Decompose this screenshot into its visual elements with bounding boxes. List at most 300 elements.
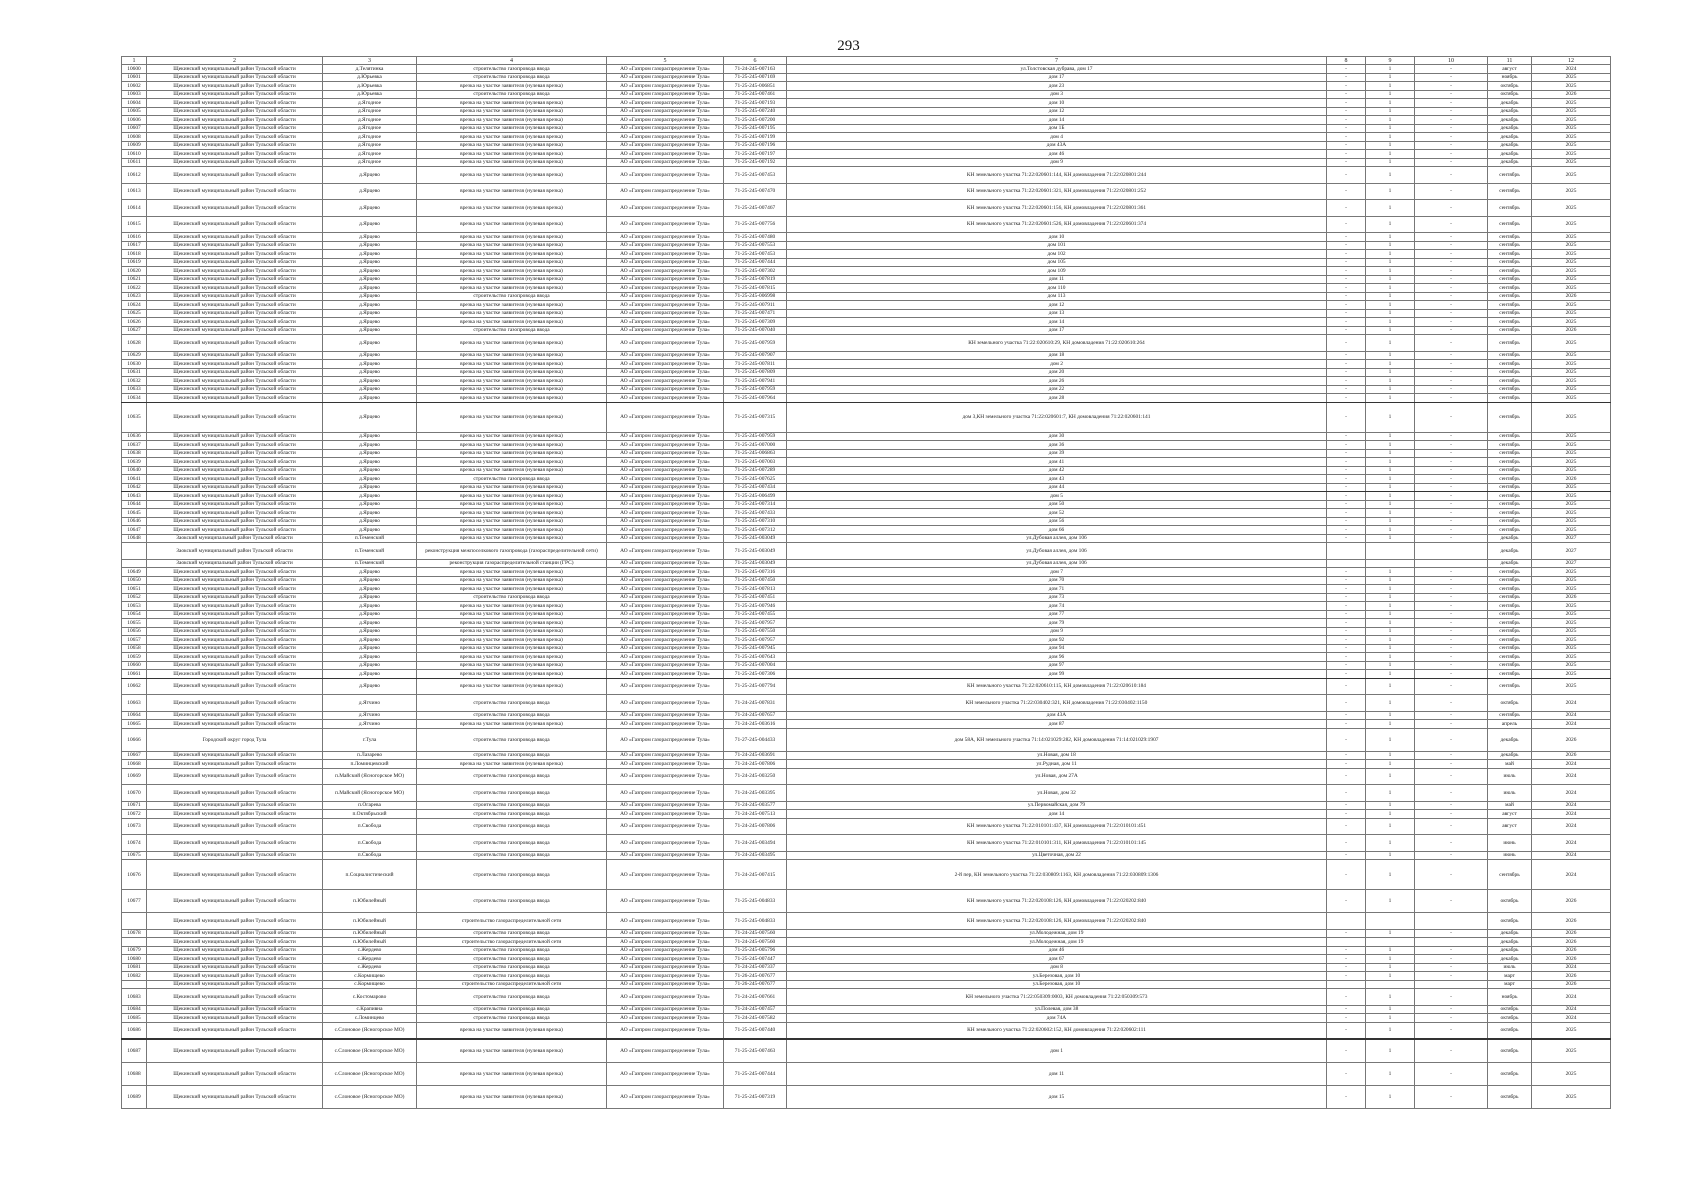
settlement-cell: п.Свобода [323,851,417,860]
year-cell: 2025 [1532,377,1611,386]
municipality-cell: Щекинский муниципальный район Тульской области [147,751,323,760]
settlement-cell: д.Ярцево [323,509,417,518]
col10-cell [1415,938,1488,947]
gas-company-cell: АО «Газпром газораспределение Тула» [607,627,724,636]
quantity-cell: 1 [1366,760,1415,769]
col10-cell: - [1415,1005,1488,1014]
year-cell: 2026 [1532,751,1611,760]
col8-cell [1327,938,1366,947]
col8-cell: - [1327,432,1366,441]
address-cell: ул.Дубовая аллея, дом 106 [787,559,1327,568]
work-type-cell: врезка на участке заявителя (нулевая врезка) [417,526,607,535]
col10-cell: - [1415,241,1488,250]
month-cell: сентябрь [1488,526,1532,535]
municipality-cell: Щекинский муниципальный район Тульской области [147,695,323,712]
col8-cell: - [1327,90,1366,99]
application-number-cell: 71-25-245-007471 [724,309,787,318]
table-row [122,233,1611,242]
col8-cell: - [1327,593,1366,602]
work-type-cell: врезка на участке заявителя (нулевая врезка) [417,360,607,369]
col10-cell [1415,559,1488,568]
col8-cell: - [1327,449,1366,458]
settlement-cell: д.Юрьевка [323,90,417,99]
col8-cell: - [1327,258,1366,267]
application-number-cell: 71-25-245-007240 [724,107,787,116]
address-cell: дом 56 [787,517,1327,526]
settlement-cell: с.Кормищево [323,972,417,981]
col10-cell: - [1415,890,1488,913]
application-number-cell: 71-24-245-007163 [724,65,787,74]
month-cell: сентябрь [1488,284,1532,293]
year-cell: 2025 [1532,576,1611,585]
application-number-cell: 71-25-245-007461 [724,90,787,99]
col8-cell: - [1327,500,1366,509]
table-row [122,543,1611,560]
table-row [122,938,1611,947]
col10-cell: - [1415,860,1488,890]
work-type-cell: врезка на участке заявителя (нулевая врезка) [417,500,607,509]
application-number-cell: 71-25-245-007200 [724,116,787,125]
address-cell: дом 11 [787,275,1327,284]
year-cell: 2025 [1532,492,1611,501]
settlement-cell: д.Ярцево [323,441,417,450]
gas-company-cell: АО «Газпром газораспределение Тула» [607,619,724,628]
municipality-cell: Щекинский муниципальный район Тульской области [147,955,323,964]
col8-cell: - [1327,768,1366,785]
work-type-cell: врезка на участке заявителя (нулевая врезка) [417,200,607,217]
settlement-cell: п.Ломинцевский [323,760,417,769]
col10-cell: - [1415,200,1488,217]
row-number-cell: 10634 [122,394,147,403]
year-cell: 2025 [1532,678,1611,695]
year-cell: 2024 [1532,851,1611,860]
municipality-cell: Щекинский муниципальный район Тульской области [147,593,323,602]
municipality-cell: Щекинский муниципальный район Тульской области [147,402,323,432]
address-cell: дом 9 [787,158,1327,167]
year-cell: 2025 [1532,385,1611,394]
quantity-cell: 1 [1366,851,1415,860]
table-row [122,90,1611,99]
address-cell: дом 58А, КН земельного участка 71:14:021029:282, КН домовладения 71:14:021029:1907 [787,728,1327,751]
address-cell: КН земельного участка 71:22:020601:144, КН домовладения 71:22:020801:244 [787,167,1327,184]
settlement-cell: д.Ярцево [323,568,417,577]
table-row [122,141,1611,150]
address-cell: КН земельного участка 71:22:020602:152, КН домовладения 71:22:020602:111 [787,1022,1327,1039]
application-number-cell: 71-25-245-007302 [724,267,787,276]
gas-company-cell: АО «Газпром газораспределение Тула» [607,543,724,560]
row-number-cell: 10667 [122,751,147,760]
col8-cell: - [1327,275,1366,284]
row-number-cell: 10658 [122,644,147,653]
month-cell: сентябрь [1488,183,1532,200]
row-number-cell: 10642 [122,483,147,492]
municipality-cell: Щекинский муниципальный район Тульской области [147,458,323,467]
table-row [122,728,1611,751]
settlement-cell: д.Ягодное [323,150,417,159]
column-header-12: 12 [1532,57,1611,65]
quantity-cell: 1 [1366,818,1415,835]
settlement-cell: д.Ярцево [323,167,417,184]
row-number-cell: 10688 [122,1063,147,1086]
col8-cell: - [1327,946,1366,955]
gas-company-cell: АО «Газпром газораспределение Тула» [607,441,724,450]
row-number-cell: 10628 [122,335,147,352]
col8-cell: - [1327,116,1366,125]
work-type-cell: врезка на участке заявителя (нулевая врезка) [417,233,607,242]
settlement-cell: д.Ярцево [323,636,417,645]
address-cell: КН земельного участка 71:22:010101:311, КН домовладения 71:22:010101:145 [787,835,1327,852]
settlement-cell: д.Ярцево [323,492,417,501]
settlement-cell: д.Ярцево [323,670,417,679]
work-type-cell: врезка на участке заявителя (нулевая врезка) [417,241,607,250]
month-cell: сентябрь [1488,500,1532,509]
col10-cell: - [1415,989,1488,1006]
application-number-cell: 71-24-245-007560 [724,929,787,938]
address-cell: дом 105 [787,258,1327,267]
col8-cell: - [1327,1014,1366,1023]
col8-cell: - [1327,233,1366,242]
col8-cell: - [1327,475,1366,484]
month-cell: декабрь [1488,124,1532,133]
row-number-cell: 10686 [122,1022,147,1039]
gas-company-cell: АО «Газпром газораспределение Тула» [607,678,724,695]
row-number-cell: 10653 [122,602,147,611]
municipality-cell: Щекинский муниципальный район Тульской области [147,73,323,82]
year-cell: 2025 [1532,441,1611,450]
year-cell: 2026 [1532,913,1611,930]
col10-cell: - [1415,593,1488,602]
gas-company-cell: АО «Газпром газораспределение Тула» [607,963,724,972]
month-cell: сентябрь [1488,517,1532,526]
row-number-cell: 10645 [122,509,147,518]
month-cell: октябрь [1488,1039,1532,1063]
table-row [122,810,1611,819]
gas-company-cell: АО «Газпром газораспределение Тула» [607,1005,724,1014]
table-row [122,670,1611,679]
address-cell: дом 73 [787,593,1327,602]
col10-cell: - [1415,636,1488,645]
gas-company-cell: АО «Газпром газораспределение Тула» [607,351,724,360]
col10-cell: - [1415,483,1488,492]
row-number-cell: 10672 [122,810,147,819]
gas-company-cell: АО «Газпром газораспределение Тула» [607,200,724,217]
table-row [122,275,1611,284]
gas-company-cell: АО «Газпром газораспределение Тула» [607,275,724,284]
year-cell: 2024 [1532,810,1611,819]
gas-company-cell: АО «Газпром газораспределение Тула» [607,989,724,1006]
col8-cell [1327,559,1366,568]
work-type-cell: врезка на участке заявителя (нулевая врезка) [417,250,607,259]
settlement-cell: д.Ярцево [323,326,417,335]
table-row [122,394,1611,403]
quantity-cell: 1 [1366,768,1415,785]
month-cell: сентябрь [1488,593,1532,602]
quantity-cell: 1 [1366,107,1415,116]
col8-cell: - [1327,377,1366,386]
row-number-cell: 10674 [122,835,147,852]
row-number-cell: 10654 [122,610,147,619]
quantity-cell: 1 [1366,695,1415,712]
col8-cell: - [1327,989,1366,1006]
settlement-cell: д.Ярцево [323,576,417,585]
month-cell: сентябрь [1488,670,1532,679]
col8-cell: - [1327,1063,1366,1086]
year-cell: 2024 [1532,711,1611,720]
work-type-cell: врезка на участке заявителя (нулевая врезка) [417,670,607,679]
settlement-cell: п.Теменский [323,543,417,560]
col8-cell: - [1327,835,1366,852]
table-row [122,124,1611,133]
col10-cell: - [1415,432,1488,441]
month-cell: сентябрь [1488,250,1532,259]
month-cell: сентябрь [1488,576,1532,585]
row-number-cell: 10665 [122,720,147,729]
settlement-cell: д.Ярцево [323,678,417,695]
table-row [122,568,1611,577]
col8-cell: - [1327,509,1366,518]
column-header-9: 9 [1366,57,1415,65]
col8-cell: - [1327,124,1366,133]
work-type-cell: реконструкция межпоселкового газопровода (газораспределительной сети) [417,543,607,560]
gas-company-cell: АО «Газпром газораспределение Тула» [607,368,724,377]
month-cell: декабрь [1488,150,1532,159]
application-number-cell: 71-25-245-007453 [724,167,787,184]
municipality-cell: Щекинский муниципальный район Тульской области [147,385,323,394]
settlement-cell: д.Ярцево [323,233,417,242]
table-row [122,653,1611,662]
municipality-cell: Щекинский муниципальный район Тульской области [147,360,323,369]
month-cell: сентябрь [1488,326,1532,335]
row-number-cell: 10625 [122,309,147,318]
application-number-cell: 71-25-245-007289 [724,466,787,475]
row-number-cell: 10613 [122,183,147,200]
quantity-cell: 1 [1366,602,1415,611]
table-row [122,318,1611,327]
year-cell: 2025 [1532,483,1611,492]
table-row [122,449,1611,458]
table-row [122,980,1611,989]
year-cell: 2025 [1532,241,1611,250]
row-number-cell: 10621 [122,275,147,284]
month-cell: октябрь [1488,890,1532,913]
address-cell: дом 74 [787,602,1327,611]
col10-cell: - [1415,107,1488,116]
col8-cell: - [1327,851,1366,860]
municipality-cell: Щекинский муниципальный район Тульской области [147,483,323,492]
row-number-cell: 10687 [122,1039,147,1063]
application-number-cell: 71-24-245-007415 [724,860,787,890]
application-number-cell: 71-24-245-007657 [724,711,787,720]
application-number-cell: 71-25-245-007451 [724,593,787,602]
row-number-cell: 10675 [122,851,147,860]
table-row [122,972,1611,981]
month-cell: август [1488,810,1532,819]
municipality-cell: Щекинский муниципальный район Тульской области [147,526,323,535]
table-row [122,610,1611,619]
row-number-cell: 10618 [122,250,147,259]
work-type-cell: врезка на участке заявителя (нулевая врезка) [417,678,607,695]
quantity-cell: 1 [1366,860,1415,890]
row-number-cell: 10637 [122,441,147,450]
col10-cell: - [1415,124,1488,133]
row-number-cell: 10635 [122,402,147,432]
municipality-cell: Щекинский муниципальный район Тульской области [147,233,323,242]
col10-cell: - [1415,810,1488,819]
table-row [122,946,1611,955]
gas-company-cell: АО «Газпром газораспределение Тула» [607,241,724,250]
municipality-cell: Щекинский муниципальный район Тульской области [147,432,323,441]
settlement-cell: д.Ярцево [323,241,417,250]
settlement-cell: д.Ярцево [323,301,417,310]
month-cell: декабрь [1488,955,1532,964]
work-type-cell: врезка на участке заявителя (нулевая врезка) [417,82,607,91]
application-number-cell: 71-24-245-003577 [724,801,787,810]
gas-company-cell: АО «Газпром газораспределение Тула» [607,661,724,670]
quantity-cell [1366,980,1415,989]
work-type-cell: врезка на участке заявителя (нулевая врезка) [417,133,607,142]
application-number-cell: 71-25-245-007480 [724,233,787,242]
year-cell: 2025 [1532,82,1611,91]
year-cell: 2025 [1532,466,1611,475]
table-row [122,1022,1611,1039]
month-cell: сентябрь [1488,711,1532,720]
address-cell: дом 92 [787,636,1327,645]
col8-cell: - [1327,318,1366,327]
quantity-cell: 1 [1366,509,1415,518]
application-number-cell: 71-24-245-003495 [724,851,787,860]
work-type-cell: врезка на участке заявителя (нулевая врезка) [417,517,607,526]
work-type-cell: строительство газопровода ввода [417,890,607,913]
col8-cell: - [1327,751,1366,760]
settlement-cell: д.Ярцево [323,250,417,259]
month-cell: июль [1488,768,1532,785]
application-number-cell: 71-25-245-007199 [724,133,787,142]
col10-cell: - [1415,661,1488,670]
settlement-cell: г.Тула [323,728,417,751]
year-cell: 2025 [1532,183,1611,200]
quantity-cell: 1 [1366,946,1415,955]
application-number-cell: 71-25-245-003049 [724,559,787,568]
month-cell: июнь [1488,851,1532,860]
application-number-cell: 71-25-245-007946 [724,602,787,611]
gas-company-cell: АО «Газпром газораспределение Тула» [607,860,724,890]
year-cell: 2025 [1532,150,1611,159]
column-header-3: 3 [323,57,417,65]
year-cell: 2025 [1532,1039,1611,1063]
municipality-cell: Щекинский муниципальный район Тульской области [147,258,323,267]
year-cell: 2027 [1532,534,1611,543]
application-number-cell: 71-25-245-007756 [724,216,787,233]
gas-company-cell: АО «Газпром газораспределение Тула» [607,500,724,509]
row-number-cell [122,543,147,560]
application-number-cell: 71-25-245-007819 [724,275,787,284]
col10-cell: - [1415,785,1488,802]
address-cell: ул.Рудная, дом 11 [787,760,1327,769]
application-number-cell: 71-25-245-007911 [724,301,787,310]
month-cell: сентябрь [1488,267,1532,276]
table-row [122,466,1611,475]
address-cell: ул.Березовая, дом 10 [787,980,1327,989]
quantity-cell: 1 [1366,711,1415,720]
settlement-cell: п.Свобода [323,835,417,852]
year-cell: 2024 [1532,65,1611,74]
month-cell: сентябрь [1488,483,1532,492]
quantity-cell: 1 [1366,216,1415,233]
month-cell: сентябрь [1488,292,1532,301]
table-row [122,250,1611,259]
row-number-cell: 10601 [122,73,147,82]
quantity-cell: 1 [1366,670,1415,679]
municipality-cell: Щекинский муниципальный район Тульской области [147,99,323,108]
work-type-cell: врезка на участке заявителя (нулевая врезка) [417,644,607,653]
year-cell: 2025 [1532,653,1611,662]
gas-company-cell: АО «Газпром газораспределение Тула» [607,1063,724,1086]
row-number-cell [122,980,147,989]
settlement-cell: д.Ярцево [323,402,417,432]
row-number-cell: 10649 [122,568,147,577]
quantity-cell: 1 [1366,500,1415,509]
row-number-cell: 10647 [122,526,147,535]
quantity-cell: 1 [1366,835,1415,852]
row-number-cell: 10678 [122,929,147,938]
application-number-cell: 71-25-245-007643 [724,653,787,662]
col10-cell: - [1415,449,1488,458]
address-cell: дом 43 [787,475,1327,484]
row-number-cell [122,559,147,568]
year-cell: 2026 [1532,728,1611,751]
municipality-cell: Щекинский муниципальный район Тульской области [147,1005,323,1014]
work-type-cell: врезка на участке заявителя (нулевая врезка) [417,534,607,543]
municipality-cell: Щекинский муниципальный район Тульской области [147,980,323,989]
address-cell: дом 70 [787,576,1327,585]
quantity-cell: 1 [1366,141,1415,150]
address-cell: дом 74А [787,1014,1327,1023]
address-cell: КН земельного участка 71:22:020601:526, КН домовладения 71:22:020601:374 [787,216,1327,233]
quantity-cell: 1 [1366,619,1415,628]
municipality-cell: Щекинский муниципальный район Тульской области [147,517,323,526]
quantity-cell: 1 [1366,318,1415,327]
col10-cell: - [1415,318,1488,327]
year-cell: 2025 [1532,432,1611,441]
column-header-6: 6 [724,57,787,65]
application-number-cell: 71-25-245-006851 [724,82,787,91]
work-type-cell: врезка на участке заявителя (нулевая врезка) [417,602,607,611]
data-table [121,56,1611,1109]
row-number-cell: 10677 [122,890,147,913]
row-number-cell [122,913,147,930]
settlement-cell: п.Юбилейный [323,913,417,930]
col10-cell: - [1415,326,1488,335]
table-row [122,200,1611,217]
month-cell: май [1488,801,1532,810]
table-row [122,636,1611,645]
municipality-cell: Щекинский муниципальный район Тульской области [147,938,323,947]
municipality-cell: Щекинский муниципальный район Тульской области [147,946,323,955]
gas-company-cell: АО «Газпром газораспределение Тула» [607,559,724,568]
gas-company-cell: АО «Газпром газораспределение Тула» [607,258,724,267]
quantity-cell: 1 [1366,751,1415,760]
work-type-cell: врезка на участке заявителя (нулевая врезка) [417,258,607,267]
table-row [122,619,1611,628]
gas-company-cell: АО «Газпром газораспределение Тула» [607,90,724,99]
col10-cell: - [1415,492,1488,501]
address-cell: дом 67 [787,955,1327,964]
quantity-cell: 1 [1366,200,1415,217]
year-cell: 2026 [1532,593,1611,602]
address-cell: дом 3 [787,90,1327,99]
municipality-cell: Щекинский муниципальный район Тульской области [147,636,323,645]
application-number-cell: 71-24-245-007560 [724,938,787,947]
